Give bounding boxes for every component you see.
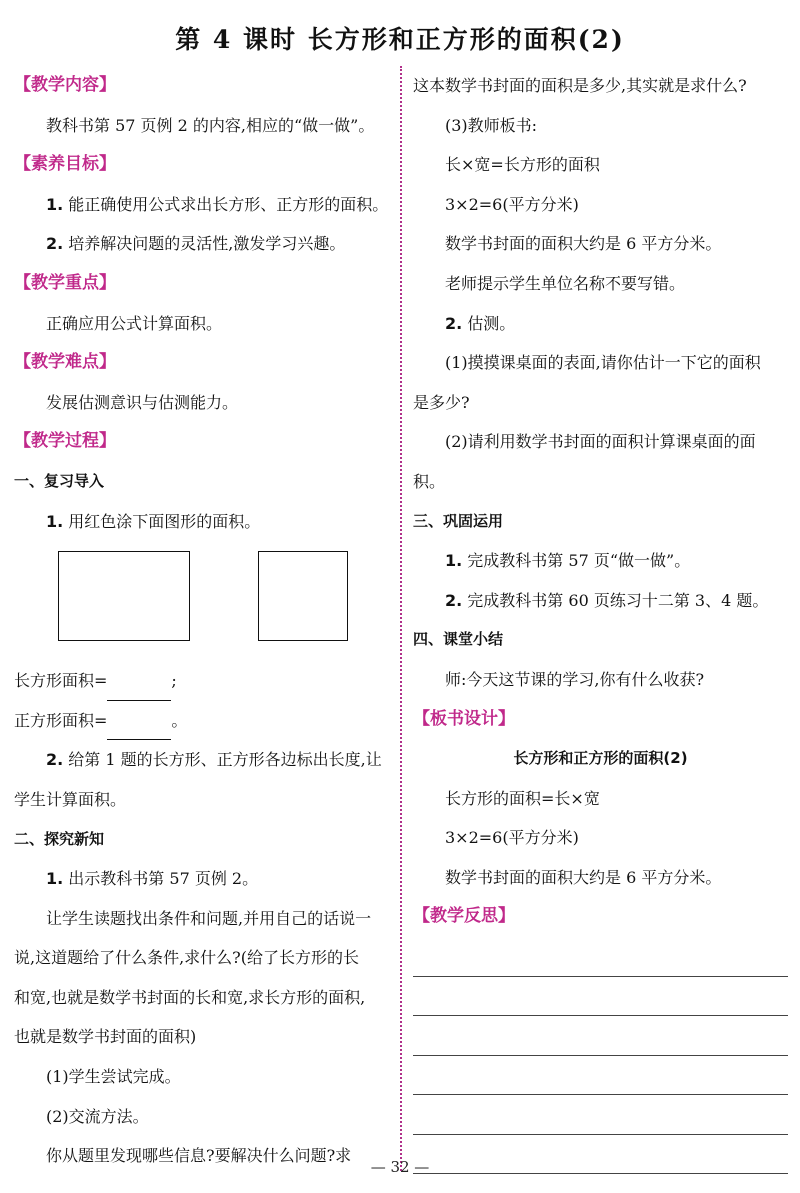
rectangle-shape (58, 551, 190, 641)
teaching-content-text: 教科书第 57 页例 2 的内容,相应的“做一做”。 (46, 115, 375, 135)
difficulty-text: 发展估测意识与估测能力。 (46, 392, 239, 412)
consolidate-item-1 (413, 541, 788, 581)
goal-item-2 (14, 224, 389, 264)
explore-paragraph-line-1: 让学生读题找出条件和问题,并用自己的话说一 (46, 908, 372, 928)
heading-process: 【教学过程】 (14, 431, 116, 452)
estimate-step-2-cont: 积。 (413, 471, 446, 491)
square-area-fill-in (14, 701, 389, 741)
reflection-line[interactable] (413, 937, 788, 977)
heading-key-point: 【教学重点】 (14, 272, 116, 293)
estimate-number: 2. (445, 313, 463, 333)
goal-2-text: 培养解决问题的灵活性,激发学习兴趣。 (63, 234, 346, 254)
board-title: 长方形和正方形的面积(2) (513, 749, 688, 768)
review-2-number: 2. (46, 750, 64, 770)
section-explore: 二、探究新知 (14, 829, 105, 848)
consolidate-1-text: 完成教科书第 57 页“做一做”。 (462, 551, 691, 571)
goal-1-number: 1. (46, 194, 64, 214)
square-area-label: 正方形面积= (14, 710, 108, 730)
answer-line: 数学书封面的面积大约是 6 平方分米。 (445, 234, 722, 254)
board-step-3: (3)教师板书: (445, 115, 538, 135)
review-item-1 (14, 502, 389, 542)
reflection-line[interactable] (413, 977, 788, 1017)
rectangle-area-fill-in (14, 661, 389, 701)
calculation-line: 3×2=6(平方分米) (445, 194, 579, 214)
consolidate-2-number: 2. (445, 590, 463, 610)
explore-paragraph-line-3: 和宽,也就是数学书封面的长和宽,求长方形的面积, (14, 987, 366, 1007)
unit-reminder: 老师提示学生单位名称不要写错。 (445, 273, 686, 293)
rectangle-area-end: ; (171, 671, 177, 691)
review-1-number: 1. (46, 511, 64, 531)
square-shape (258, 551, 348, 641)
heading-board-design: 【板书设计】 (413, 708, 515, 729)
estimate-step-1-cont: 是多少? (413, 392, 470, 412)
square-area-end: 。 (171, 710, 188, 730)
board-line-2: 3×2=6(平方分米) (445, 828, 579, 848)
estimate-step-1: (1)摸摸课桌面的表面,请你估计一下它的面积 (445, 353, 761, 373)
reflection-line[interactable] (413, 1095, 788, 1135)
estimate-step-2: (2)请利用数学书封面的面积计算课桌面的面 (445, 432, 756, 452)
section-review: 一、复习导入 (14, 471, 105, 490)
summary-text: 师:今天这节课的学习,你有什么收获? (445, 669, 705, 689)
square-area-blank[interactable] (107, 717, 171, 740)
page-title: 第 4 课时 长方形和正方形的面积(2) (175, 25, 625, 54)
goal-2-number: 2. (46, 234, 64, 254)
explore-1-number: 1. (46, 869, 64, 889)
explore-paragraph-line-2: 说,这道题给了什么条件,求什么?(给了长方形的长 (14, 948, 359, 968)
explore-paragraph-line-4: 也就是数学书封面的面积) (14, 1027, 197, 1047)
review-item-2-cont: 学生计算面积。 (14, 789, 127, 809)
right-column (413, 66, 788, 1174)
key-point-text: 正确应用公式计算面积。 (46, 313, 223, 333)
explore-step-2: (2)交流方法。 (46, 1106, 149, 1126)
page-number: — 32 — (370, 1158, 430, 1176)
estimate-text: 估测。 (462, 313, 516, 333)
consolidate-2-text: 完成教科书第 60 页练习十二第 3、4 题。 (462, 590, 769, 610)
shapes-figure (14, 541, 389, 661)
goal-1-text: 能正确使用公式求出长方形、正方形的面积。 (63, 194, 389, 214)
board-line-3: 数学书封面的面积大约是 6 平方分米。 (445, 867, 722, 887)
reflection-line[interactable] (413, 1056, 788, 1096)
consolidate-item-2 (413, 581, 788, 621)
explore-item-1 (14, 859, 389, 899)
rectangle-area-blank[interactable] (107, 678, 171, 701)
formula-line: 长×宽=长方形的面积 (445, 155, 600, 175)
heading-reflection: 【教学反思】 (413, 906, 515, 927)
explore-question: 你从题里发现哪些信息?要解决什么问题?求 (46, 1146, 352, 1166)
explore-step-1: (1)学生尝试完成。 (46, 1067, 181, 1087)
explore-question-cont: 这本数学书封面的面积是多少,其实就是求什么? (413, 76, 747, 95)
section-consolidate: 三、巩固运用 (413, 511, 504, 530)
board-line-1: 长方形的面积=长×宽 (445, 788, 600, 808)
heading-goals: 【素养目标】 (14, 154, 116, 175)
explore-1-text: 出示教科书第 57 页例 2。 (63, 869, 259, 889)
goal-item-1 (14, 185, 389, 225)
review-1-text: 用红色涂下面图形的面积。 (63, 511, 261, 531)
review-item-2 (14, 740, 389, 780)
estimate-item (413, 304, 788, 344)
section-summary: 四、课堂小结 (413, 630, 504, 649)
consolidate-1-number: 1. (445, 551, 463, 571)
reflection-line[interactable] (413, 1016, 788, 1056)
left-column (14, 66, 389, 1176)
rectangle-area-label: 长方形面积= (14, 671, 108, 691)
review-2-text: 给第 1 题的长方形、正方形各边标出长度,让 (63, 750, 382, 770)
column-divider (400, 66, 402, 1171)
heading-teaching-content: 【教学内容】 (14, 75, 116, 95)
heading-difficulty: 【教学难点】 (14, 352, 116, 373)
